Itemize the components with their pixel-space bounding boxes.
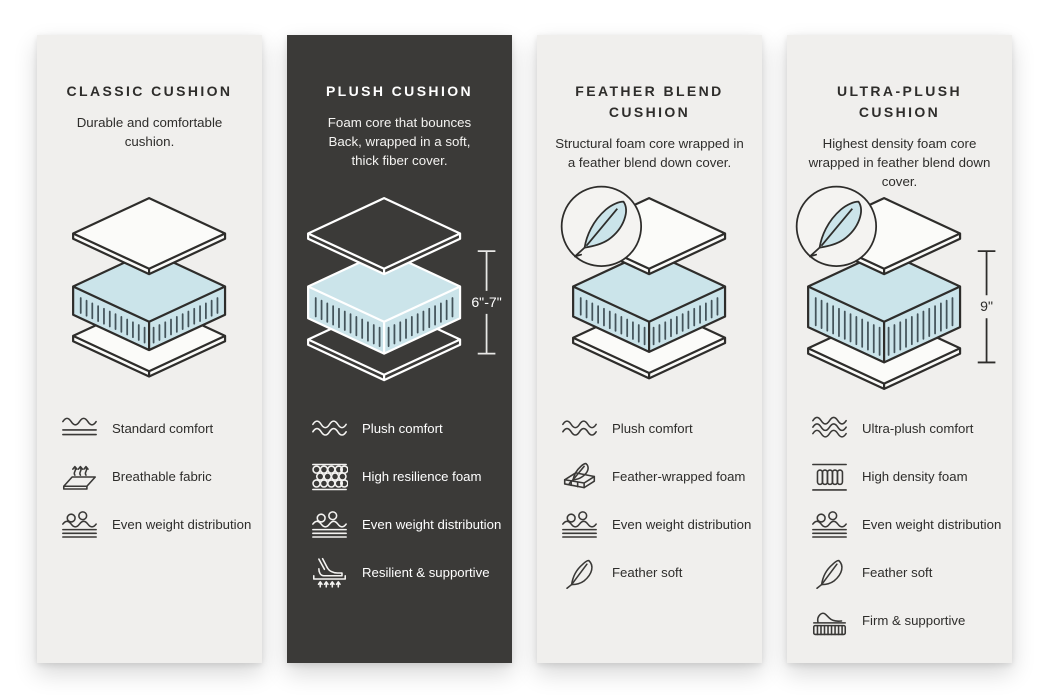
even-weight-icon — [811, 509, 848, 541]
card-title: CLASSIC CUSHION — [66, 83, 233, 99]
even-weight-icon — [311, 509, 348, 541]
layered-cushion-illustration — [794, 184, 1006, 396]
density-foam-icon — [811, 461, 848, 493]
dimension-label: 6"-7" — [470, 293, 502, 310]
feature-row — [311, 509, 504, 541]
card-description: Foam core that bounces Back, wrapped in a soft, thick fiber cover. — [327, 115, 472, 168]
feature-row — [561, 461, 754, 493]
resilient-supportive-icon — [311, 557, 348, 589]
feature-label: Resilient & supportive — [362, 565, 490, 581]
feature-label: Feather-wrapped foam — [612, 469, 746, 485]
feature-label: Even weight distribution — [612, 517, 752, 533]
card-description: Structural foam core wrapped in a feather blend down cover. — [555, 136, 744, 170]
feature-label: Plush comfort — [612, 421, 693, 437]
feature-label: Even weight distribution — [112, 517, 252, 533]
card-classic — [37, 35, 262, 663]
wave-double-icon — [311, 413, 348, 445]
height-dimension-marker — [471, 251, 501, 353]
feature-list — [561, 413, 754, 589]
feature-row — [61, 413, 254, 445]
feature-row — [311, 413, 504, 445]
layered-cushion-illustration — [559, 184, 739, 396]
feature-row — [811, 413, 1004, 445]
feature-row — [811, 461, 1004, 493]
feature-label: Feather soft — [612, 565, 683, 581]
feature-label: Breathable fabric — [112, 469, 212, 485]
firm-supportive-icon — [811, 605, 848, 637]
feature-row — [561, 557, 754, 589]
wave-triple-icon — [811, 413, 848, 445]
cushion-illustration — [787, 181, 1012, 399]
card-plush — [287, 35, 512, 663]
feature-row — [561, 509, 754, 541]
feature-label: High density foam — [862, 469, 968, 485]
feature-label: Plush comfort — [362, 421, 443, 437]
wave-double-icon — [561, 413, 598, 445]
even-weight-icon — [61, 509, 98, 541]
card-feather-blend — [537, 35, 762, 663]
feature-row — [561, 413, 754, 445]
feature-label: Even weight distribution — [362, 517, 502, 533]
height-dimension-marker — [977, 251, 995, 362]
layered-cushion-illustration — [59, 184, 239, 396]
dimension-label: 9" — [979, 298, 993, 315]
even-weight-icon — [311, 509, 348, 541]
feather-badge-icon — [562, 187, 641, 266]
feature-list — [811, 413, 1004, 637]
feature-row — [811, 557, 1004, 589]
density-foam-icon — [811, 461, 848, 493]
feather-badge-icon — [796, 187, 876, 267]
feather-foam-icon — [561, 461, 598, 493]
firm-supportive-icon — [811, 605, 848, 637]
feature-row — [311, 557, 504, 589]
feature-label: High resilience foam — [362, 469, 482, 485]
card-title: FEATHER BLEND CUSHION — [575, 83, 724, 120]
wave-single-icon — [61, 413, 98, 445]
wave-single-icon — [61, 413, 98, 445]
foam-cells-icon — [311, 461, 348, 493]
wave-double-icon — [561, 413, 598, 445]
cushion-illustration — [287, 181, 512, 399]
feather-icon — [561, 557, 598, 589]
wave-double-icon — [311, 413, 348, 445]
even-weight-icon — [61, 509, 98, 541]
resilient-supportive-icon — [311, 557, 348, 589]
feature-list — [61, 413, 254, 541]
feature-label: Standard comfort — [112, 421, 214, 437]
feature-row — [61, 461, 254, 493]
cushion-illustration — [537, 181, 762, 399]
feature-label: Firm & supportive — [862, 613, 966, 629]
feature-row — [61, 509, 254, 541]
card-title: PLUSH CUSHION — [325, 83, 474, 99]
feather-icon — [811, 557, 848, 589]
feather-icon — [561, 557, 598, 589]
feature-row — [811, 509, 1004, 541]
even-weight-icon — [561, 509, 598, 541]
cushion-top-layer — [74, 198, 226, 274]
feature-label: Feather soft — [862, 565, 933, 581]
card-ultra-plush — [787, 35, 1012, 663]
cushion-illustration — [37, 181, 262, 399]
feature-row — [811, 605, 1004, 637]
card-description: Durable and comfortable cushion. — [76, 115, 223, 149]
feature-row — [311, 461, 504, 493]
card-description: Highest density foam core wrapped in feather blend down cover. — [808, 136, 991, 189]
wave-triple-icon — [811, 413, 848, 445]
cushion-top-layer — [308, 198, 460, 274]
breathable-fabric-icon — [61, 461, 98, 493]
layered-cushion-illustration — [294, 184, 506, 396]
feature-label: Even weight distribution — [862, 517, 1002, 533]
feature-label: Ultra-plush comfort — [862, 421, 974, 437]
feather-icon — [811, 557, 848, 589]
feature-list — [311, 413, 504, 589]
card-title: ULTRA-PLUSH CUSHION — [837, 83, 962, 120]
even-weight-icon — [561, 509, 598, 541]
feather-foam-icon — [561, 461, 598, 493]
breathable-fabric-icon — [61, 461, 98, 493]
even-weight-icon — [811, 509, 848, 541]
foam-cells-icon — [311, 461, 348, 493]
